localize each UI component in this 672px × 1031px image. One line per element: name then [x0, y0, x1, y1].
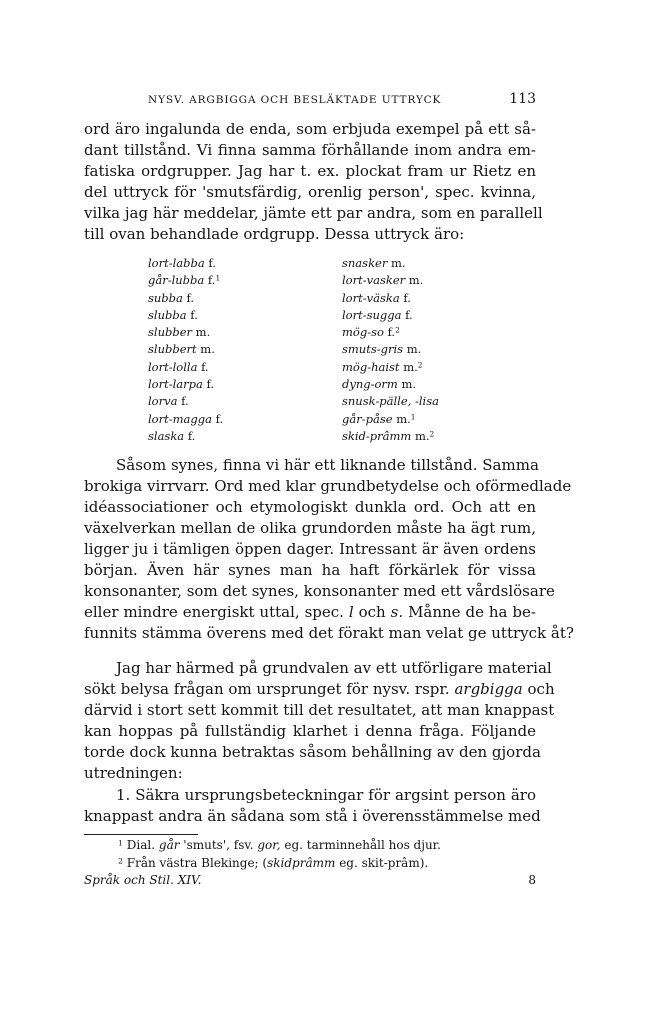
headword: subba [148, 290, 183, 305]
headword: slaska [148, 428, 185, 443]
text-segment: sökt belysa frågan om ursprunget för nysv. rspr. [84, 680, 450, 698]
word-entry [148, 376, 342, 393]
text-line: konsonanter, som det synes, konsonanter med ett vårdslösare [84, 582, 555, 600]
italic-word: går [158, 838, 180, 852]
headword: slubbert [148, 342, 197, 357]
word-entry [148, 359, 342, 376]
text-line: ligger ju i tämligen öppen dager. Intressant är även ordens [84, 540, 536, 558]
text-line [84, 602, 536, 623]
headword: går-påse [342, 411, 393, 426]
text-line: Jag har härmed på grundvalen av ett utförligare material [116, 659, 552, 677]
gender-label: f. [387, 325, 396, 340]
word-list-row [148, 393, 478, 410]
word-list-row [148, 359, 478, 376]
running-title: NYSV. ARGBIGGA OCH BESLÄKTADE UTTRYCK [148, 94, 442, 106]
word-entry [342, 393, 478, 410]
word-entry [342, 290, 478, 307]
footnote-ref: 2 [395, 325, 400, 335]
gender-label: f. [208, 256, 216, 270]
headword: skid-prâmm [342, 428, 412, 443]
word-entry [148, 324, 342, 341]
gender-label: m. [403, 359, 418, 374]
footnote-ref: 1 [410, 412, 416, 422]
gender-label: m. [414, 428, 430, 443]
page-number: 113 [509, 91, 536, 107]
footnote-ref: 1 [215, 273, 221, 283]
word-entry [342, 411, 478, 428]
word-list-row [148, 324, 478, 341]
headword: smuts-gris [342, 342, 404, 357]
text-segment: och [527, 680, 555, 698]
footnote-marker: 1 [118, 838, 123, 848]
word-list-row [148, 341, 478, 358]
text-line: växelverkan mellan de olika grundorden måste ha ägt rum, [84, 519, 536, 537]
italic-letter: l [348, 603, 354, 621]
gender-label: m. [396, 411, 411, 426]
paragraph-analysis [84, 455, 574, 644]
headword: snusk-pälle, -lisa [342, 394, 439, 409]
headword: lort-lolla [148, 359, 198, 374]
word-list-row [148, 272, 478, 289]
gender-label: f. [215, 411, 224, 426]
headword: dyng-orm [342, 377, 398, 392]
gender-label: m. [401, 377, 417, 392]
text-line: torde dock kunna betraktas såsom behållning av den gjorda [84, 743, 541, 761]
word-entry [148, 272, 342, 289]
text-line: fatiska ordgrupper. Jag har t. ex. plockat fram ur Rietz en [84, 162, 536, 180]
text-line: kan hoppas på fullständig klarhet i denna fråga. Följande [84, 722, 536, 740]
headword: mög-haist [342, 359, 400, 374]
text-line: Såsom synes, finna vi här ett liknande tillstånd. Samma [116, 456, 539, 474]
footnotes [118, 836, 538, 872]
text-line [84, 679, 555, 700]
word-entry [148, 290, 342, 307]
footnote-2 [118, 854, 538, 872]
text-line: brokiga virrvarr. Ord med klar grundbetydelse och oförmedlade [84, 477, 572, 495]
text-segment: eller mindre energiskt uttal, spec. [84, 603, 344, 621]
gender-label: m. [391, 256, 406, 270]
headword: lort-larpa [148, 377, 203, 392]
headword: lort-vasker [342, 273, 406, 288]
paragraph-intro [84, 119, 543, 245]
gender-label: f. [206, 377, 215, 392]
word-entry [342, 324, 478, 341]
footnote-divider [84, 834, 198, 835]
journal-signature: Språk och Stil. XIV. [84, 873, 202, 887]
headword: lort-väska [342, 290, 400, 305]
word-entry [148, 393, 342, 410]
paragraph-conclusion [84, 658, 555, 784]
italic-word: skidprâmm [267, 856, 336, 870]
gender-label: f. [405, 307, 413, 322]
text-segment: 'smuts', fsv. [183, 838, 254, 852]
word-list-row [148, 255, 478, 272]
word-entry [148, 341, 342, 358]
gender-label: f. [207, 273, 216, 288]
gender-label: f. [190, 307, 198, 322]
headword: lort-magga [148, 411, 212, 426]
word-entry [148, 428, 342, 445]
running-header [148, 92, 536, 110]
word-list-row [148, 307, 478, 324]
word-entry [342, 376, 478, 393]
text-segment: Månne de ha be- [408, 603, 536, 621]
gender-label: m. [406, 342, 422, 357]
text-segment: eg. tarminnehåll hos djur. [284, 838, 441, 852]
word-entry [342, 255, 478, 272]
text-segment: eg. skit-prâm). [339, 856, 429, 870]
text-line: idéassociationer och etymologiskt dunkla ord. Och att en [84, 498, 536, 516]
headword: snasker [342, 256, 388, 270]
sheet-number: 8 [528, 873, 536, 887]
headword: lort-sugga [342, 307, 402, 322]
headword: lort-labba [148, 256, 205, 270]
italic-word: argbigga [454, 680, 523, 698]
word-entry [148, 411, 342, 428]
headword: slubber [148, 325, 193, 340]
italic-letter: s. [390, 603, 404, 621]
headword: lorva [148, 394, 178, 409]
signature-line [84, 873, 536, 891]
word-list-row [148, 428, 478, 445]
headword: mög-so [342, 325, 384, 340]
gender-label: m. [195, 325, 211, 340]
text-line: del uttryck för 'smutsfärdig, orenlig person', spec. kvinna, [84, 183, 536, 201]
text-line: knappast andra än sådana som stå i överensstämmelse med [84, 807, 541, 825]
text-line: ord äro ingalunda de enda, som erbjuda exempel på ett så- [84, 120, 536, 138]
word-entry [342, 307, 478, 324]
text-segment: Dial. [126, 838, 156, 852]
footnote-marker: 2 [118, 856, 123, 866]
gender-label: m. [408, 273, 424, 288]
footnote-ref: 2 [429, 429, 435, 439]
text-line: till ovan behandlade ordgrupp. Dessa uttryck äro: [84, 225, 465, 243]
gender-label: f. [187, 428, 196, 443]
headword: slubba [148, 307, 187, 322]
text-line: 1. Säkra ursprungsbeteckningar för argsint person äro [116, 786, 536, 804]
headword: går-lubba [148, 273, 205, 288]
text-segment: Från västra Blekinge; ( [126, 856, 268, 870]
gender-label: m. [200, 342, 215, 357]
text-line: dant tillstånd. Vi finna samma förhållande inom andra em- [84, 141, 536, 159]
text-line: utredningen: [84, 764, 183, 782]
word-entry [342, 428, 478, 445]
gender-label: f. [181, 394, 189, 409]
text-line: funnits stämma överens med det förakt man velat ge uttryck åt? [84, 624, 574, 642]
word-list-row [148, 376, 478, 393]
word-entry [342, 341, 478, 358]
text-line: början. Även här synes man ha haft förkärlek för vissa [84, 561, 536, 579]
gender-label: f. [201, 359, 209, 374]
footnote-ref: 2 [417, 360, 423, 370]
text-line: därvid i stort sett kommit till det resultatet, att man knappast [84, 701, 555, 719]
paragraph-point-one [84, 785, 541, 827]
footnote-1 [118, 836, 538, 854]
word-entry [342, 272, 478, 289]
word-entry [148, 255, 342, 272]
italic-word: gor, [257, 838, 281, 852]
word-list-row [148, 290, 478, 307]
text-segment: och [358, 603, 386, 621]
text-line: vilka jag här meddelar, jämte ett par andra, som en parallell [84, 204, 543, 222]
gender-label: f. [403, 290, 411, 305]
word-entry [342, 359, 478, 376]
word-list-row [148, 411, 478, 428]
word-list [148, 255, 478, 445]
word-entry [148, 307, 342, 324]
gender-label: f. [186, 290, 195, 305]
